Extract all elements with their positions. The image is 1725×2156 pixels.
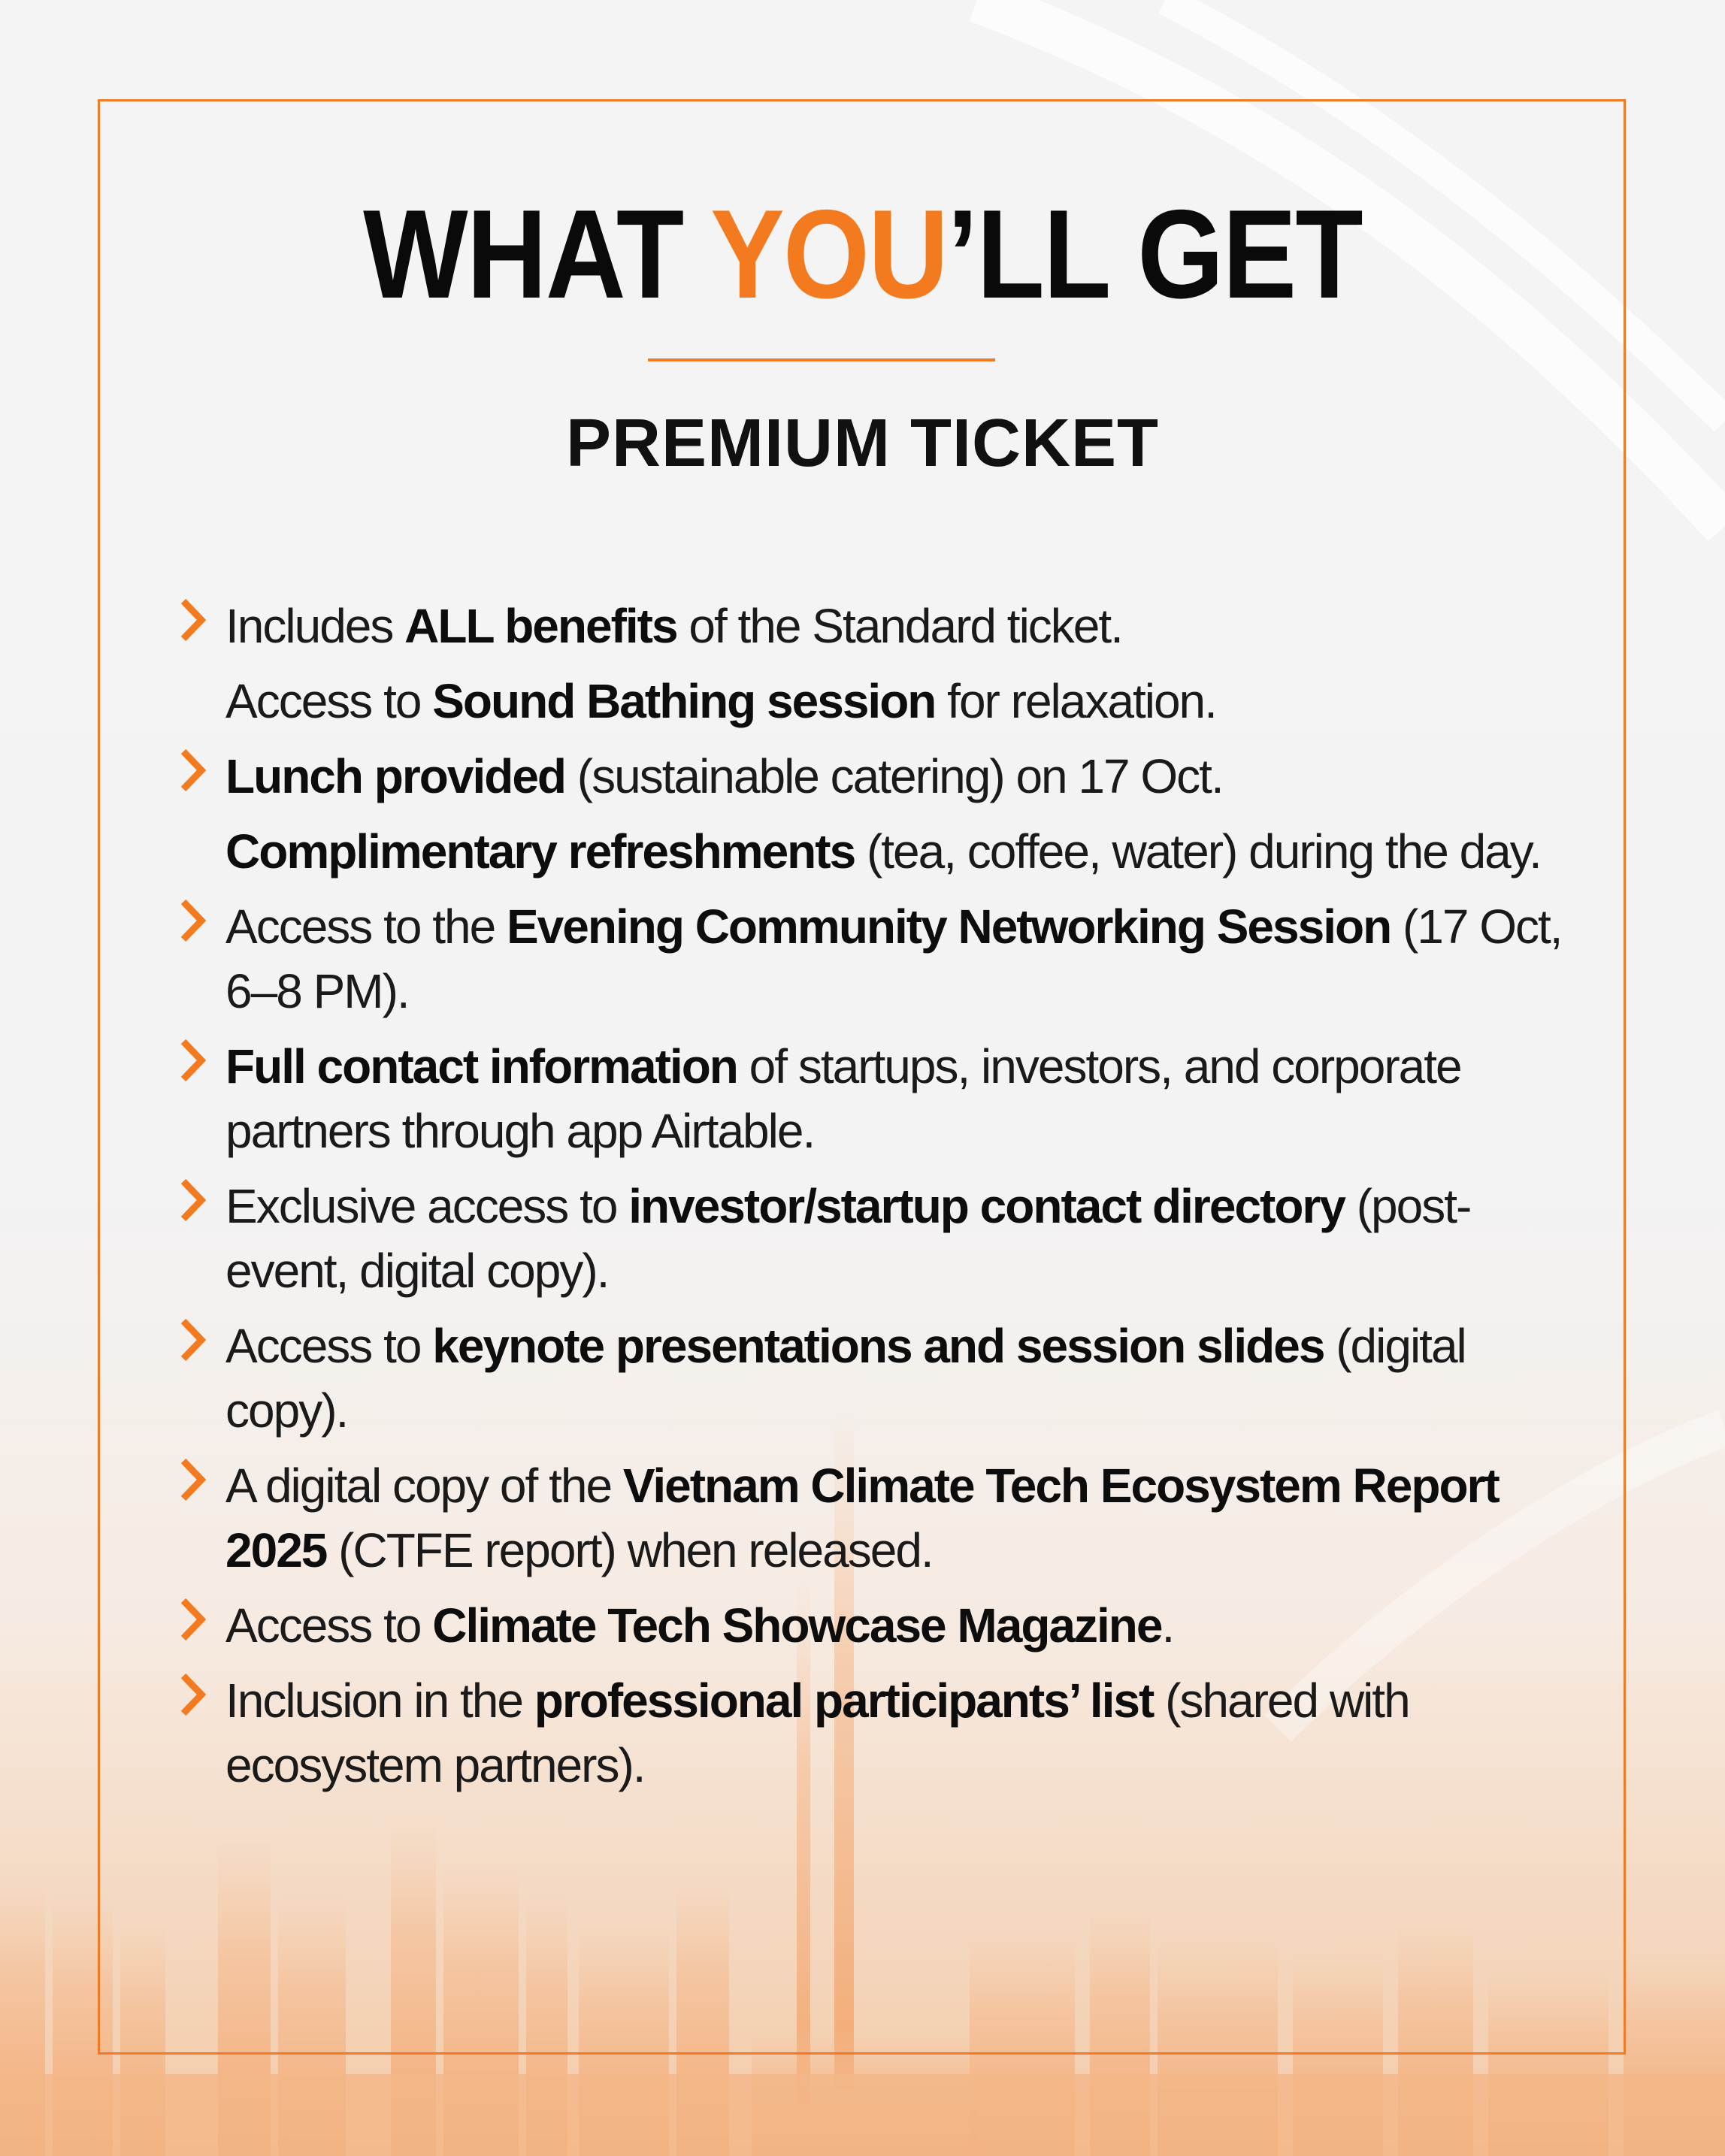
benefit-item bbox=[225, 1453, 1563, 1583]
benefit-highlight: ALL benefits bbox=[404, 599, 677, 653]
benefit-text: (digital copy). bbox=[225, 1319, 1466, 1438]
benefit-text: (post-event, digital copy). bbox=[225, 1179, 1471, 1298]
benefit-text: Inclusion in the bbox=[225, 1674, 534, 1728]
benefit-text: A digital copy of the bbox=[225, 1459, 623, 1513]
chevron-right-icon bbox=[179, 897, 206, 944]
benefit-text: Access to bbox=[225, 674, 433, 728]
benefit-highlight: Lunch provided bbox=[225, 749, 565, 803]
benefits-list bbox=[225, 594, 1563, 1808]
benefit-text: Access to bbox=[225, 1319, 433, 1373]
benefit-item bbox=[225, 819, 1563, 884]
chevron-right-icon bbox=[179, 1037, 206, 1084]
title-part-1: WHAT bbox=[363, 183, 711, 325]
ticket-type-heading: PREMIUM TICKET bbox=[566, 406, 1159, 481]
title-divider bbox=[648, 358, 995, 361]
benefit-text: Includes bbox=[225, 599, 405, 653]
benefit-text: (sustainable catering) on 17 Oct. bbox=[565, 749, 1223, 803]
benefit-highlight: Full contact information bbox=[225, 1039, 737, 1093]
benefit-item bbox=[225, 1668, 1563, 1798]
title-part-2: ’LL GET bbox=[947, 183, 1362, 325]
benefit-highlight: Evening Community Networking Session bbox=[506, 900, 1391, 954]
benefit-highlight: Climate Tech Showcase Magazine bbox=[432, 1598, 1162, 1653]
benefit-highlight: professional participants’ list bbox=[534, 1674, 1154, 1728]
chevron-right-icon bbox=[179, 597, 206, 643]
chevron-right-icon bbox=[179, 1596, 206, 1643]
benefit-text: Access to bbox=[225, 1598, 433, 1653]
chevron-right-icon bbox=[179, 1317, 206, 1363]
benefit-highlight: Sound Bathing session bbox=[432, 674, 936, 728]
benefit-text: . bbox=[1161, 1598, 1174, 1653]
benefit-text: (17 Oct, 6–8 PM). bbox=[225, 900, 1562, 1018]
benefit-text: of the Standard ticket. bbox=[676, 599, 1122, 653]
benefit-highlight: Complimentary refreshments bbox=[225, 824, 855, 878]
benefit-highlight: keynote presentations and session slides bbox=[432, 1319, 1324, 1373]
benefit-item bbox=[225, 1174, 1563, 1303]
benefit-item bbox=[225, 1314, 1563, 1443]
benefit-highlight: Vietnam Climate Tech Ecosystem Report 2025 bbox=[225, 1459, 1499, 1577]
chevron-right-icon bbox=[179, 1456, 206, 1503]
benefit-text: for relaxation. bbox=[935, 674, 1216, 728]
benefit-text: (tea, coffee, water) during the day. bbox=[855, 824, 1541, 878]
benefit-highlight: investor/startup contact directory bbox=[628, 1179, 1345, 1233]
benefit-item bbox=[225, 1034, 1563, 1163]
benefit-item bbox=[225, 669, 1563, 733]
benefit-text: of startups, investors, and corporate partners through app Airtable. bbox=[225, 1039, 1461, 1158]
chevron-right-icon bbox=[179, 1177, 206, 1223]
page-title bbox=[104, 179, 1622, 329]
benefit-item bbox=[225, 594, 1563, 658]
benefit-text: Access to the bbox=[225, 900, 507, 954]
benefit-item bbox=[225, 894, 1563, 1024]
chevron-right-icon bbox=[179, 1671, 206, 1718]
title-accent: YOU bbox=[710, 183, 948, 325]
benefit-text: (CTFE report) when released. bbox=[326, 1523, 933, 1577]
benefit-text: Exclusive access to bbox=[225, 1179, 629, 1233]
benefit-text: (shared with ecosystem partners). bbox=[225, 1674, 1409, 1792]
benefit-item bbox=[225, 744, 1563, 809]
chevron-right-icon bbox=[179, 747, 206, 794]
benefit-item bbox=[225, 1593, 1563, 1658]
